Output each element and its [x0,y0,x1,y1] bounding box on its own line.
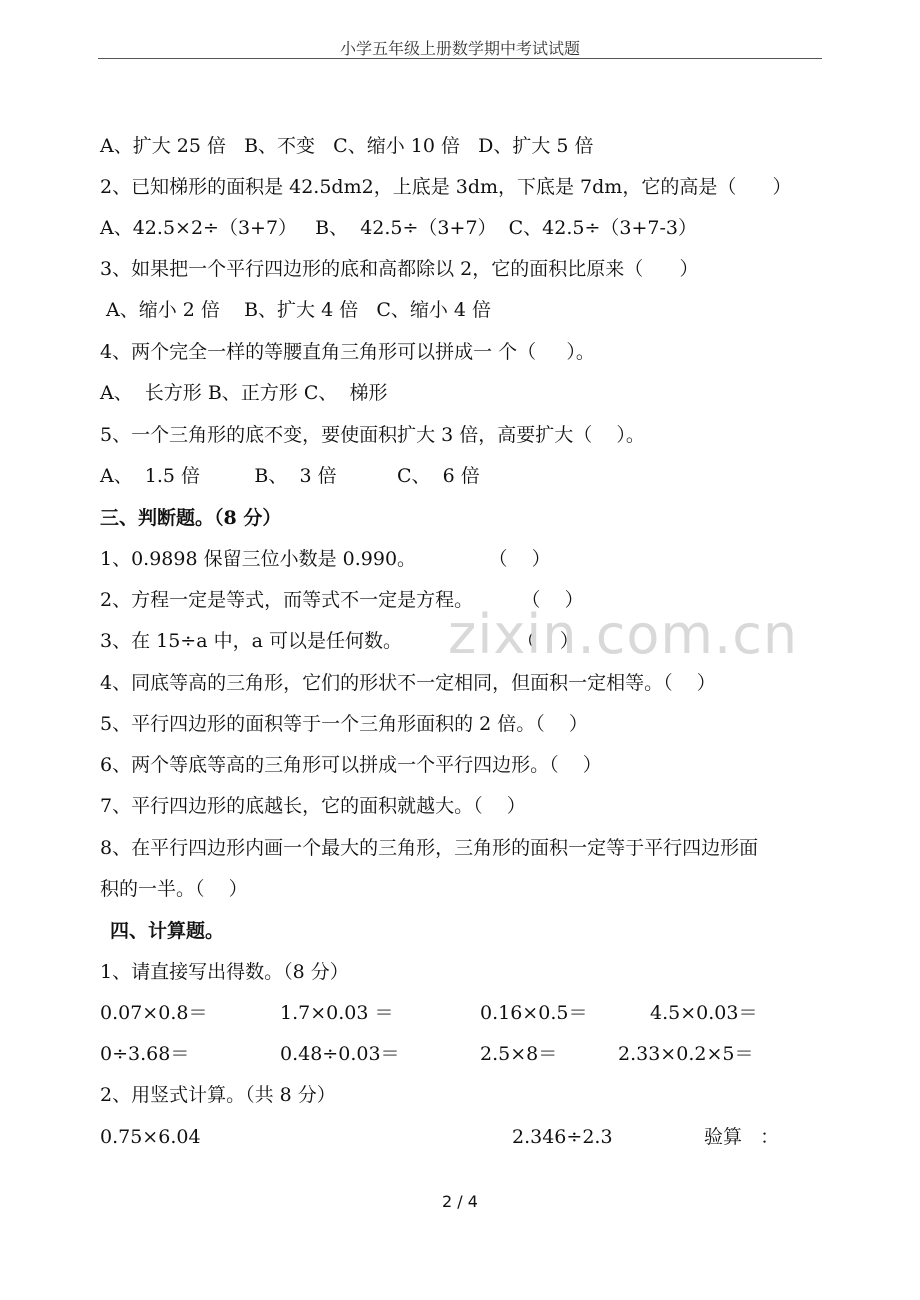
question-3: 3、如果把一个平行四边形的底和高都除以 2，它的面积比原来（ ） [100,258,699,280]
calc-expression: 2.33×0.2×5＝ [618,1043,754,1065]
page-number: 2 / 4 [442,1192,478,1211]
judge-item-4: 4、同底等高的三角形，它们的形状不一定相同，但面积一定相等。（ ） [100,672,716,694]
calc-question-1: 1、请直接写出得数。（8 分） [100,961,349,983]
vertical-calc: 0.75×6.04 [100,1126,201,1148]
mc-options-line: A、扩大 25 倍 B、不变 C、缩小 10 倍 D、扩大 5 倍 [100,135,594,157]
page-header: 小学五年级上册数学期中考试试题 [339,39,580,58]
section-4-heading: 四、计算题。 [110,920,225,942]
question-2: 2、已知梯形的面积是 42.5dm2，上底是 3dm，下底是 7dm，它的高是（ ） [100,176,792,198]
header-divider [98,58,822,59]
calc-expression: 0.07×0.8＝ [100,1002,208,1024]
question-4-options: A、 长方形 B、正方形 C、 梯形 [100,382,388,404]
question-3-options: A、缩小 2 倍 B、扩大 4 倍 C、缩小 4 倍 [100,299,492,321]
judge-item-8: 8、在平行四边形内画一个最大的三角形，三角形的面积一定等于平行四边形面 [100,837,759,859]
calc-question-2: 2、用竖式计算。（共 8 分） [100,1084,336,1106]
question-2-options: A、42.5×2÷（3+7） B、 42.5÷（3+7） C、42.5÷（3+7-3） [100,217,697,239]
question-4: 4、两个完全一样的等腰直角三角形可以拼成一 个（ ）。 [100,341,595,363]
question-5-options: A、 1.5 倍 B、 3 倍 C、 6 倍 [100,465,480,487]
calc-expression: 1.7×0.03 ＝ [280,1002,394,1024]
judge-item-3: 3、在 15÷a 中，a 可以是任何数。 （ ） [100,630,579,652]
calc-expression: 0.16×0.5＝ [480,1002,588,1024]
calc-expression: 2.5×8＝ [480,1043,558,1065]
judge-item-7: 7、平行四边形的底越长，它的面积就越大。（ ） [100,795,526,817]
section-3-heading: 三、判断题。（8 分） [100,507,282,529]
judge-item-5: 5、平行四边形的面积等于一个三角形面积的 2 倍。（ ） [100,713,588,735]
verify-label: 验算 ： [704,1126,780,1148]
question-5: 5、一个三角形的底不变，要使面积扩大 3 倍，高要扩大（ ）。 [100,424,645,446]
judge-item-2: 2、方程一定是等式，而等式不一定是方程。 （ ） [100,589,584,611]
judge-item-6: 6、两个等底等高的三角形可以拼成一个平行四边形。（ ） [100,754,602,776]
watermark: zixin.com.cn [448,603,799,666]
vertical-calc: 2.346÷2.3 [512,1126,613,1148]
calc-expression: 0.48÷0.03＝ [280,1043,400,1065]
judge-item-8-cont: 积的一半。（ ） [100,878,248,900]
judge-item-1: 1、0.9898 保留三位小数是 0.990。 （ ） [100,548,551,570]
calc-expression: 0÷3.68＝ [100,1043,190,1065]
calc-expression: 4.5×0.03＝ [650,1002,758,1024]
